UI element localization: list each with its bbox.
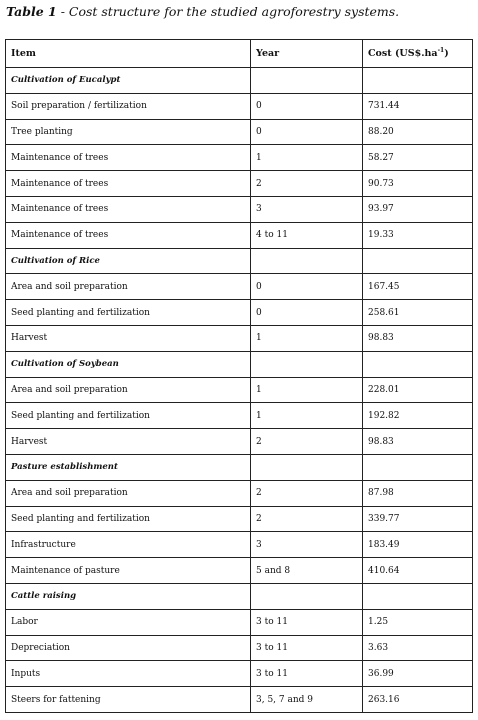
table-row	[6, 145, 473, 171]
table-row	[6, 506, 473, 532]
cell-year: 3 to 11	[251, 661, 363, 687]
table-caption-text: - Cost structure for the studied agroforestry systems.	[60, 4, 400, 19]
table-row	[6, 171, 473, 197]
cell-item: Pasture establishment	[6, 454, 251, 480]
table-row	[6, 687, 473, 713]
cell-year: 2	[251, 506, 363, 532]
header-cost	[363, 40, 473, 68]
table-row	[6, 300, 473, 326]
cell-year	[251, 351, 363, 377]
cell-cost: 87.98	[363, 480, 473, 506]
cell-item: Infrastructure	[6, 532, 251, 558]
section-row	[6, 248, 473, 274]
cell-year: 0	[251, 274, 363, 300]
cell-year: 3 to 11	[251, 635, 363, 661]
cell-year: 5 and 8	[251, 558, 363, 584]
table-header-row	[6, 40, 473, 68]
table-row	[6, 532, 473, 558]
cell-cost: 339.77	[363, 506, 473, 532]
cell-year: 3	[251, 196, 363, 222]
cell-year: 1	[251, 325, 363, 351]
cell-cost: 58.27	[363, 145, 473, 171]
cell-year	[251, 454, 363, 480]
cell-year: 3, 5, 7 and 9	[251, 687, 363, 713]
cell-cost: 167.45	[363, 274, 473, 300]
header-cost-text: Cost (US$.ha	[368, 48, 438, 59]
cell-year	[251, 248, 363, 274]
cell-year: 0	[251, 119, 363, 145]
cell-item: Labor	[6, 609, 251, 635]
table-row	[6, 480, 473, 506]
table-row	[6, 558, 473, 584]
header-cost-sup: -1	[437, 46, 445, 54]
cell-item: Seed planting and fertilization	[6, 403, 251, 429]
table-row	[6, 609, 473, 635]
cell-item: Seed planting and fertilization	[6, 506, 251, 532]
cell-cost	[363, 248, 473, 274]
cell-cost: 36.99	[363, 661, 473, 687]
cell-cost: 93.97	[363, 196, 473, 222]
cell-item: Harvest	[6, 429, 251, 455]
table-row	[6, 325, 473, 351]
cell-item: Cultivation of Eucalypt	[6, 68, 251, 94]
cell-cost: 228.01	[363, 377, 473, 403]
cell-cost	[363, 454, 473, 480]
cell-year	[251, 68, 363, 94]
cell-item: Cattle raising	[6, 583, 251, 609]
table-row	[6, 93, 473, 119]
cell-year: 1	[251, 403, 363, 429]
cell-year: 1	[251, 145, 363, 171]
cell-item: Tree planting	[6, 119, 251, 145]
cell-year: 0	[251, 300, 363, 326]
cell-item: Inputs	[6, 661, 251, 687]
cell-cost: 183.49	[363, 532, 473, 558]
cell-cost: 731.44	[363, 93, 473, 119]
cell-cost: 98.83	[363, 429, 473, 455]
cell-cost: 19.33	[363, 222, 473, 248]
cell-year: 2	[251, 429, 363, 455]
section-row	[6, 583, 473, 609]
header-year: Year	[251, 40, 363, 68]
cell-item: Area and soil preparation	[6, 480, 251, 506]
cell-cost: 192.82	[363, 403, 473, 429]
cell-cost: 410.64	[363, 558, 473, 584]
cell-cost: 263.16	[363, 687, 473, 713]
table-row	[6, 196, 473, 222]
table-row	[6, 222, 473, 248]
cell-cost: 1.25	[363, 609, 473, 635]
table-row	[6, 274, 473, 300]
cell-item: Maintenance of pasture	[6, 558, 251, 584]
cost-table	[5, 39, 473, 713]
cell-year: 2	[251, 480, 363, 506]
section-row	[6, 454, 473, 480]
cell-item: Seed planting and fertilization	[6, 300, 251, 326]
cell-cost: 98.83	[363, 325, 473, 351]
cell-item: Maintenance of trees	[6, 145, 251, 171]
cell-cost	[363, 351, 473, 377]
table-row	[6, 119, 473, 145]
cell-item: Area and soil preparation	[6, 377, 251, 403]
cell-year: 1	[251, 377, 363, 403]
cell-cost	[363, 583, 473, 609]
table-label: Table 1	[6, 4, 57, 19]
cell-year	[251, 583, 363, 609]
cell-item: Maintenance of trees	[6, 171, 251, 197]
cell-year: 3	[251, 532, 363, 558]
cell-year: 2	[251, 171, 363, 197]
table-row	[6, 661, 473, 687]
section-row	[6, 351, 473, 377]
cell-item: Cultivation of Rice	[6, 248, 251, 274]
section-row	[6, 68, 473, 94]
cell-item: Harvest	[6, 325, 251, 351]
cell-item: Steers for fattening	[6, 687, 251, 713]
cell-cost: 90.73	[363, 171, 473, 197]
cell-item: Maintenance of trees	[6, 196, 251, 222]
table-row	[6, 377, 473, 403]
cell-year: 3 to 11	[251, 609, 363, 635]
cell-year: 4 to 11	[251, 222, 363, 248]
table-caption	[6, 4, 399, 19]
cell-item: Soil preparation / fertilization	[6, 93, 251, 119]
table-body	[6, 68, 473, 713]
cell-year: 0	[251, 93, 363, 119]
cell-cost: 3.63	[363, 635, 473, 661]
table-row	[6, 403, 473, 429]
cell-item: Area and soil preparation	[6, 274, 251, 300]
cell-item: Maintenance of trees	[6, 222, 251, 248]
cell-item: Depreciation	[6, 635, 251, 661]
cell-cost: 258.61	[363, 300, 473, 326]
header-cost-close: )	[444, 48, 449, 59]
cell-cost: 88.20	[363, 119, 473, 145]
table-row	[6, 635, 473, 661]
cell-item: Cultivation of Soybean	[6, 351, 251, 377]
table-row	[6, 429, 473, 455]
cell-cost	[363, 68, 473, 94]
header-item: Item	[6, 40, 251, 68]
